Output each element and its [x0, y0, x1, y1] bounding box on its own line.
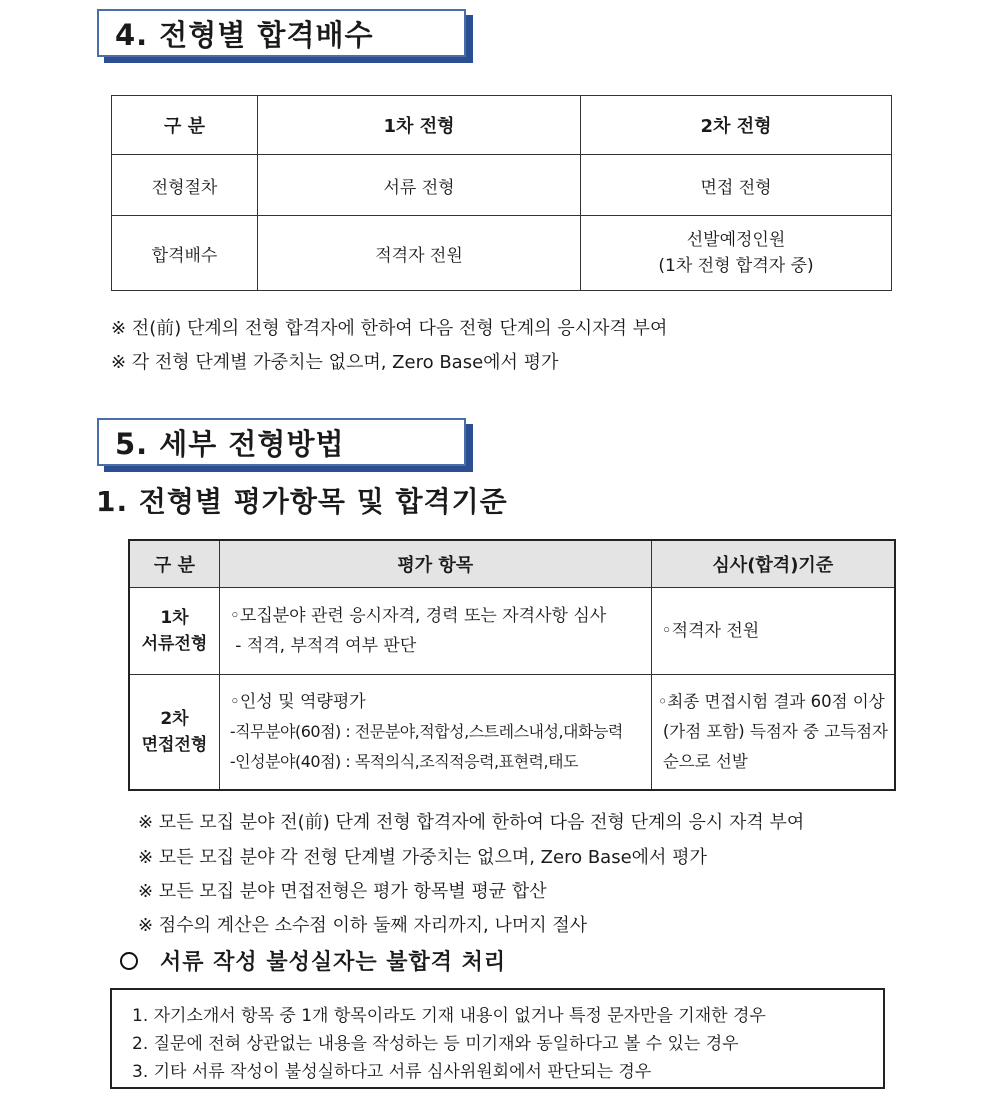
- section-5-title: [97, 418, 466, 466]
- criteria-cell: [651, 675, 895, 791]
- note: ※ 모든 모집 분야 각 전형 단계별 가중치는 없으며, Zero Base에서 평가: [138, 847, 707, 868]
- note: ※ 모든 모집 분야 전(前) 단계 전형 합격자에 한하여 다음 전형 단계의 응시 자격 부여: [138, 812, 805, 833]
- subheading: 1. 전형별 평가항목 및 합격기준: [96, 485, 508, 518]
- cell-line: 순으로 선발: [657, 752, 748, 771]
- list-item: 1. 자기소개서 항목 중 1개 항목이라도 기재 내용이 없거나 특정 문자만을 기재한 경우: [132, 1006, 766, 1026]
- disqualify-box: [110, 988, 885, 1089]
- note: ※ 점수의 계산은 소수점 이하 둘째 자리까지, 나머지 절사: [138, 915, 588, 936]
- cell-line: (가점 포함) 득점자 중 고득점자: [657, 722, 888, 741]
- table-cell: [581, 216, 892, 291]
- disqualify-heading-text: 서류 작성 불성실자는 불합격 처리: [160, 950, 507, 975]
- table-cell: 서류 전형: [258, 155, 581, 216]
- cell-line: -직무분야(60점) : 전문분야,적합성,스트레스내성,대화능력: [229, 722, 623, 741]
- category-cell: [129, 675, 219, 791]
- cell-line: 면접전형: [141, 735, 208, 755]
- cell-line: ◦적격자 전원: [661, 621, 760, 641]
- cell-line: 선발예정인원: [686, 230, 786, 250]
- table-header: 심사(합격)기준: [651, 540, 895, 588]
- note: ※ 전(前) 단계의 전형 합격자에 한하여 다음 전형 단계의 응시자격 부여: [111, 318, 668, 339]
- table-row: [129, 588, 895, 675]
- cell-line: ◦인성 및 역량평가: [229, 692, 366, 712]
- cell-line: ◦모집분야 관련 응시자격, 경력 또는 자격사항 심사: [229, 606, 607, 626]
- table-header: 2차 전형: [581, 96, 892, 155]
- cell-line: 1차: [160, 608, 189, 628]
- table-row: [129, 675, 895, 791]
- section-5-title-text: 5. 세부 전형방법: [115, 426, 345, 461]
- cell-line: (1차 전형 합격자 중): [658, 256, 814, 276]
- cell-line: 2차: [160, 709, 189, 729]
- table-cell: 적격자 전원: [258, 216, 581, 291]
- table-cell: 면접 전형: [581, 155, 892, 216]
- table-header: 구 분: [129, 540, 219, 588]
- cell-line: -인성분야(40점) : 목적의식,조직적응력,표현력,태도: [229, 752, 578, 771]
- items-cell: [219, 588, 651, 675]
- disqualify-heading: [120, 945, 506, 976]
- items-cell: [219, 675, 651, 791]
- table-row: [112, 216, 892, 291]
- table-header: 평가 항목: [219, 540, 651, 588]
- evaluation-criteria-table: [128, 539, 896, 791]
- table-cell: 전형절차: [112, 155, 258, 216]
- pass-multiplier-table: [111, 95, 892, 291]
- list-item: 3. 기타 서류 작성이 불성실하다고 서류 심사위원회에서 판단되는 경우: [132, 1062, 652, 1082]
- cell-line: ◦최종 면접시험 결과 60점 이상: [657, 692, 885, 711]
- category-cell: [129, 588, 219, 675]
- note: ※ 각 전형 단계별 가중치는 없으며, Zero Base에서 평가: [111, 352, 559, 373]
- cell-line: - 적격, 부적격 여부 판단: [229, 636, 417, 656]
- table-header: 1차 전형: [258, 96, 581, 155]
- cell-line: 서류전형: [141, 634, 208, 654]
- section-4-title: [97, 9, 466, 57]
- note: ※ 모든 모집 분야 면접전형은 평가 항목별 평균 합산: [138, 881, 547, 902]
- table-cell: 합격배수: [112, 216, 258, 291]
- circle-bullet-icon: [120, 952, 138, 970]
- table-header: 구 분: [112, 96, 258, 155]
- section-4-title-text: 4. 전형별 합격배수: [115, 17, 374, 52]
- criteria-cell: [651, 588, 895, 675]
- list-item: 2. 질문에 전혀 상관없는 내용을 작성하는 등 미기재와 동일하다고 볼 수 있는 경우: [132, 1034, 739, 1054]
- table-row: [112, 155, 892, 216]
